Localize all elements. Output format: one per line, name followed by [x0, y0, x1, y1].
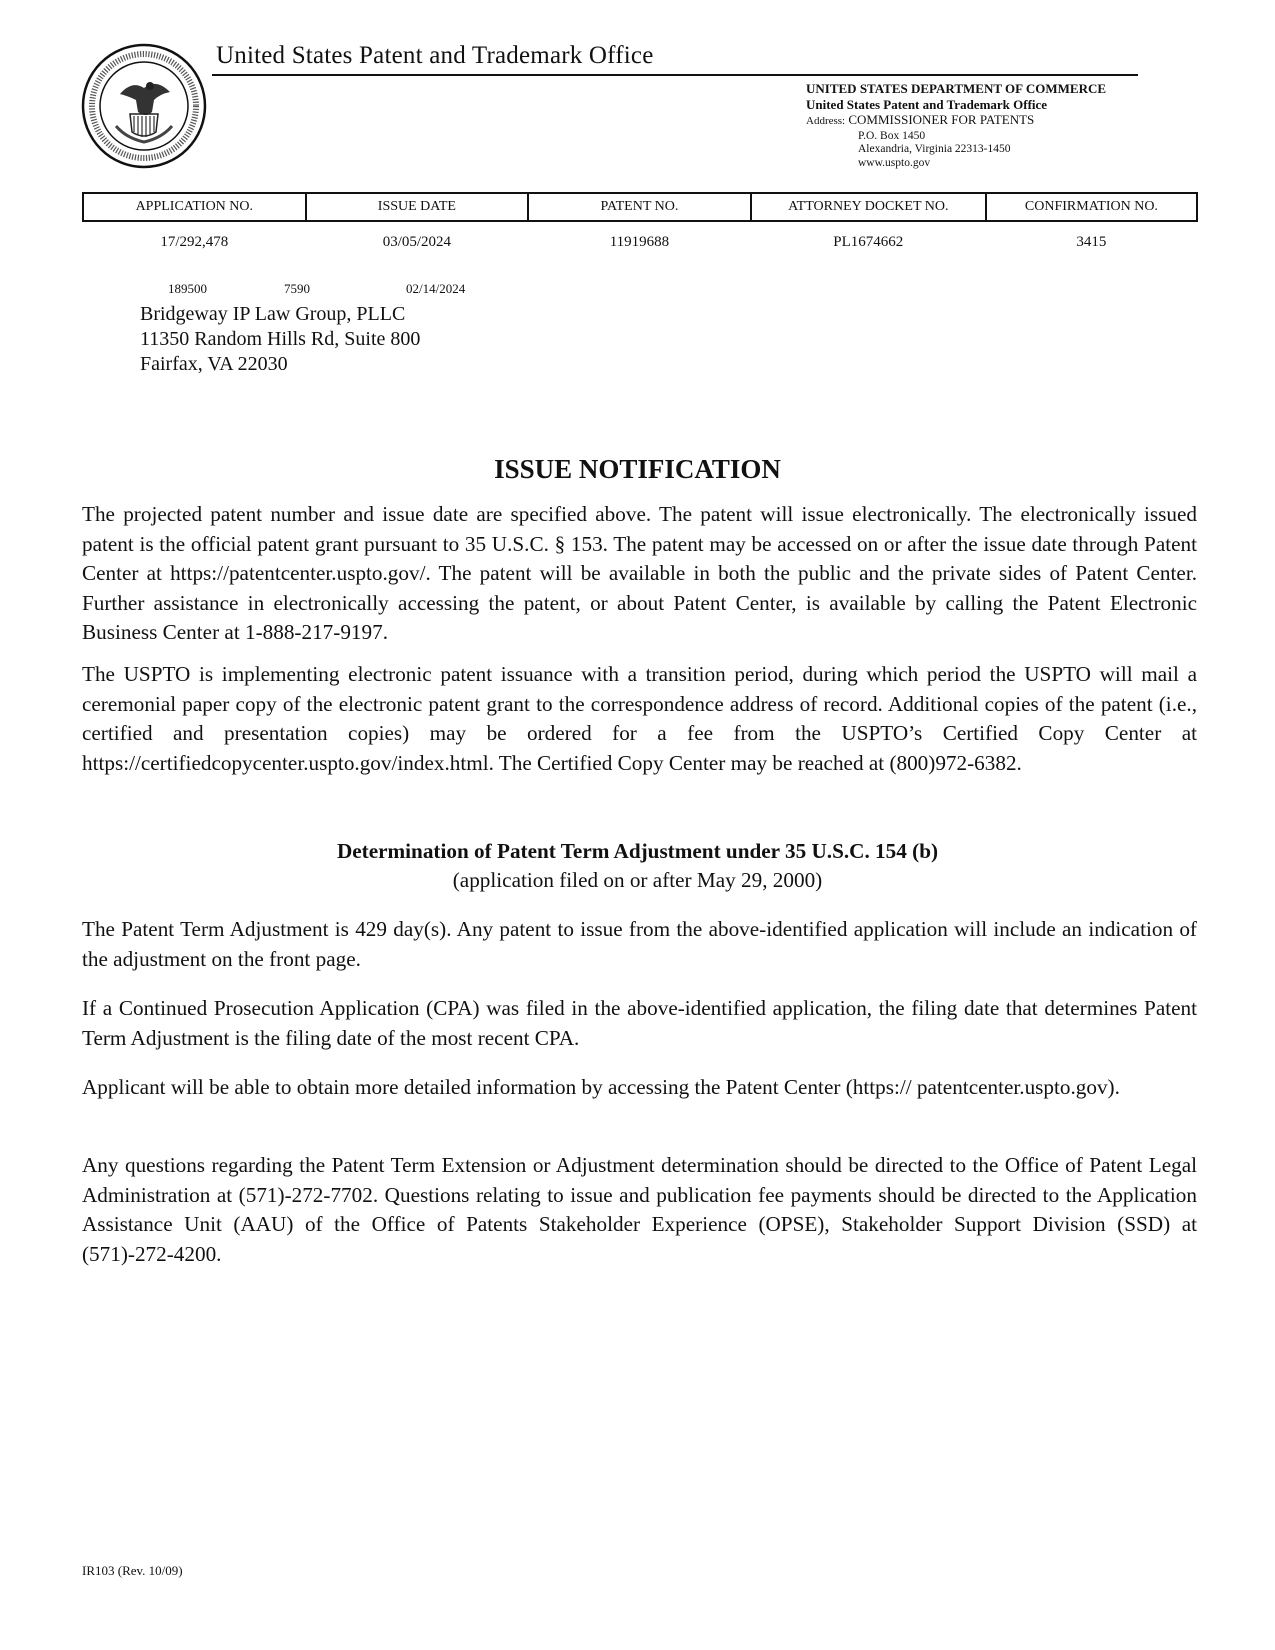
website: www.uspto.gov	[858, 156, 931, 169]
correspondence-address	[140, 302, 420, 377]
city-state: Alexandria, Virginia 22313-1450	[858, 143, 1011, 155]
header-patent-no: PATENT NO.	[528, 193, 751, 221]
mailing-code: 7590	[284, 281, 310, 296]
header-rule	[212, 74, 1138, 76]
paragraph-cpa: If a Continued Prosecution Application (CPA) was filed in the above-identified application, the filing date that determines Patent Term Adjustment is the filing date of the most recent CPA.	[82, 996, 1197, 1050]
address-line: Fairfax, VA 22030	[140, 353, 288, 375]
department-name: UNITED STATES DEPARTMENT OF COMMERCE	[806, 81, 1107, 96]
address-line: 11350 Random Hills Rd, Suite 800	[140, 328, 421, 350]
mailing-date: 02/14/2024	[406, 281, 466, 296]
pta-subheading: (application filed on or after May 29, 2000)	[452, 868, 823, 892]
header-issue-date: ISSUE DATE	[306, 193, 529, 221]
application-info-table	[82, 192, 1198, 262]
confirmation-no: 3415	[1076, 233, 1107, 250]
issue-date: 03/05/2024	[382, 233, 452, 250]
uspto-seal-icon	[80, 42, 208, 170]
department-address-block	[806, 81, 1106, 170]
office-title: United States Patent and Trademark Office	[216, 42, 654, 69]
address-recipient: COMMISSIONER FOR PATENTS	[848, 112, 1035, 127]
paragraph-transition-period: The USPTO is implementing electronic patent issuance with a transition period, during which period the USPTO will mail a ceremonial paper copy of the electronic patent grant to the correspondence address of record. Additional copies of the patent (i.e., certified and presentation copies) may be ordered for a fee from the USPTO’s Certified Copy Center at https://certifiedcopycenter.uspto.gov/index.html. The Certified Copy Center may be reached at (800)972-6382.	[82, 662, 1197, 775]
paragraph-pta-days: The Patent Term Adjustment is 429 day(s). Any patent to issue from the above-identified application will include an indication of the adjustment on the front page.	[82, 917, 1197, 971]
paragraph-electronic-issuance: The projected patent number and issue date are specified above. The patent will issue electronically. The electronically issued patent is the official patent grant pursuant to 35 U.S.C. § 153. The patent may be accessed on or after the issue date through Patent Center at https://patentcenter.uspto.gov/. The patent will be available in both the public and the private sides of Patent Center. Further assistance in electronically accessing the patent, or about Patent Center, is available by calling the Patent Electronic Business Center at 1-888-217-9197.	[82, 502, 1197, 644]
attorney-docket-no: PL1674662	[833, 233, 904, 250]
form-identifier: IR103 (Rev. 10/09)	[82, 1563, 183, 1578]
table-value-row	[83, 221, 1197, 262]
header-confirmation-no: CONFIRMATION NO.	[986, 193, 1197, 221]
document-title: ISSUE NOTIFICATION	[494, 454, 781, 484]
po-box: P.O. Box 1450	[858, 129, 926, 142]
pta-heading: Determination of Patent Term Adjustment under 35 U.S.C. 154 (b)	[336, 839, 939, 863]
paragraph-patent-center: Applicant will be able to obtain more detailed information by accessing the Patent Center (https:// patentcenter.uspto.gov).	[82, 1075, 1120, 1099]
address-line: Bridgeway IP Law Group, PLLC	[140, 303, 406, 325]
header-attorney-docket-no: ATTORNEY DOCKET NO.	[751, 193, 986, 221]
application-no: 17/292,478	[160, 233, 229, 250]
patent-no: 11919688	[609, 233, 670, 250]
customer-number: 189500	[168, 281, 207, 296]
address-label: Address:	[806, 115, 846, 127]
header-application-no: APPLICATION NO.	[83, 193, 306, 221]
office-name: United States Patent and Trademark Office	[806, 96, 1048, 112]
pta-heading-block	[0, 837, 1275, 895]
paragraph-contact-info: Any questions regarding the Patent Term Extension or Adjustment determination should be directed to the Office of Patent Legal Administration at (571)-272-7702. Questions relating to issue and publication fee payments should be directed to the Application Assistance Unit (AAU) of the Office of Patents Stakeholder Experience (OPSE), Stakeholder Support Division (SSD) at (571)-272-4200.	[82, 1153, 1197, 1266]
table-header-row	[83, 193, 1197, 221]
